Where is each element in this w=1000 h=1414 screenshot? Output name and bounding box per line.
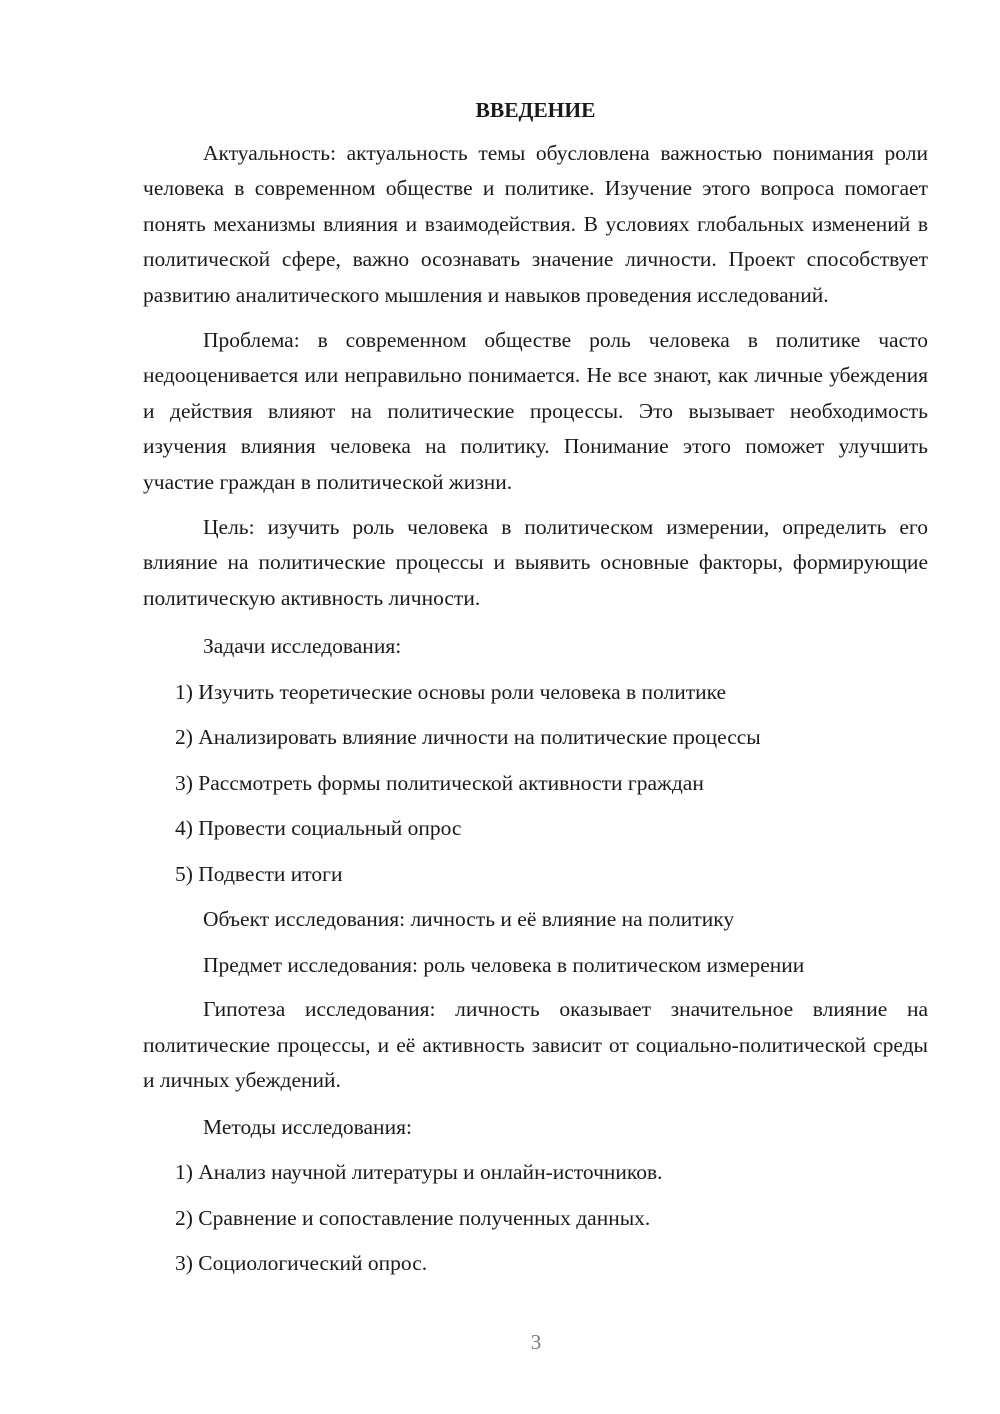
methods-heading: Методы исследования: xyxy=(203,1114,412,1139)
page-title: ВВЕДЕНИЕ xyxy=(475,98,596,122)
task-item: 4) Провести социальный опрос xyxy=(175,816,462,841)
object-line: Объект исследования: личность и её влияние на политику xyxy=(203,907,735,932)
relevance-paragraph: Актуальность: актуальность темы обусловлена важностью понимания роли человека в современном обществе и политике. Изучение этого вопроса помогает понять механизмы влияния и взаимодействия. В условиях глобальных изменений в политической сфере, важно осознавать значение личности. Проект способствует развитию аналитического мышления и навыков проведения исследований. xyxy=(143,141,928,307)
method-item: 1) Анализ научной литературы и онлайн-источников. xyxy=(175,1160,663,1184)
task-item: 3) Рассмотреть формы политической активности граждан xyxy=(175,770,704,795)
problem-paragraph: Проблема: в современном обществе роль человека в политике часто недооценивается или неправильно понимается. Не все знают, как личные убеждения и действия влияют на политические процессы. Это вызывает необходимость изучения влияния человека на политику. Понимание этого поможет улучшить участие граждан в политической жизни. xyxy=(143,328,928,494)
page-number: 3 xyxy=(530,1330,542,1354)
hypothesis-paragraph: Гипотеза исследования: личность оказывает значительное влияние на политические процессы, и её активность зависит от социально-политической среды и личных убеждений. xyxy=(143,997,928,1093)
method-item: 3) Социологический опрос. xyxy=(175,1251,428,1275)
method-item: 2) Сравнение и сопоставление полученных данных. xyxy=(175,1205,651,1230)
subject-line: Предмет исследования: роль человека в политическом измерении xyxy=(203,952,805,977)
task-item: 1) Изучить теоретические основы роли человека в политике xyxy=(175,679,727,704)
document-page xyxy=(143,92,928,1291)
task-item: 5) Подвести итоги xyxy=(175,861,343,886)
goal-paragraph: Цель: изучить роль человека в политическом измерении, определить его влияние на политические процессы и выявить основные факторы, формирующие политическую активность личности. xyxy=(143,515,928,610)
tasks-heading: Задачи исследования: xyxy=(203,634,402,659)
task-item: 2) Анализировать влияние личности на политические процессы xyxy=(175,725,761,750)
